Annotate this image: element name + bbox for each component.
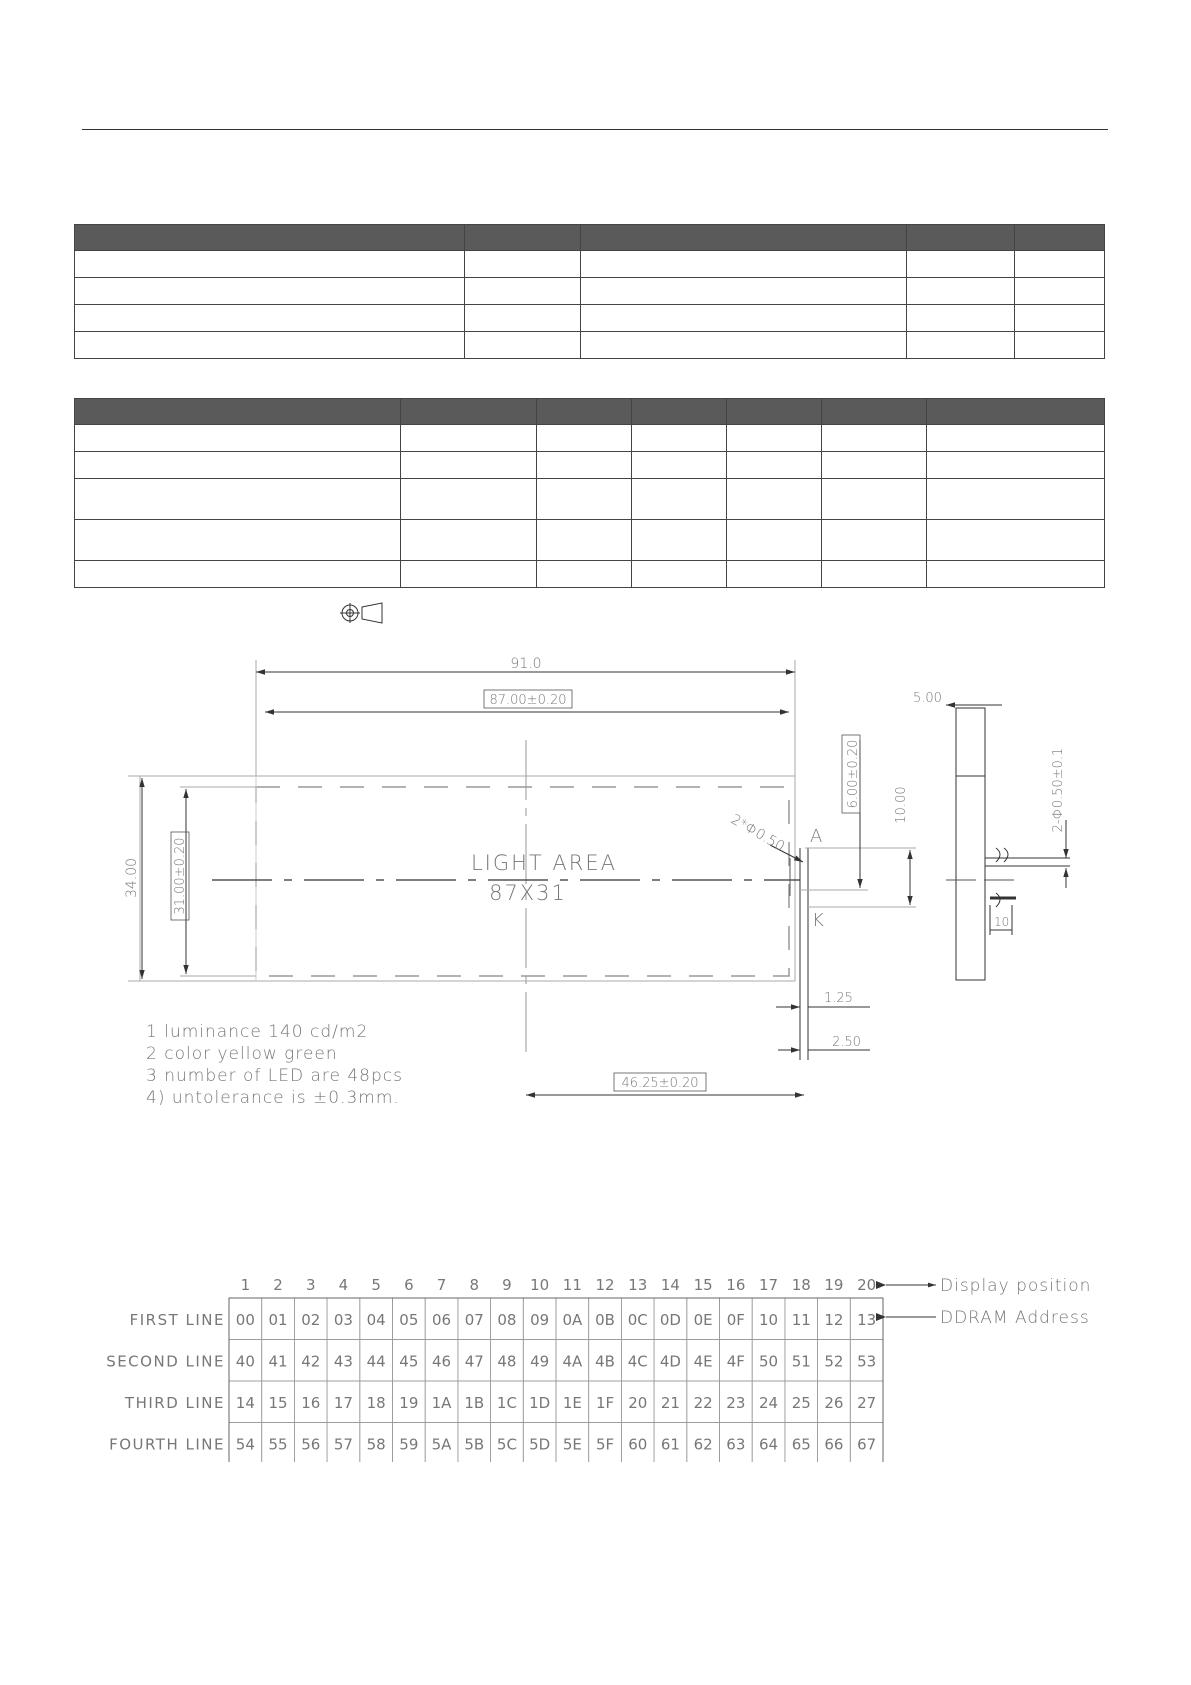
dim-pin-spacing: 2.50 xyxy=(832,1035,861,1050)
ddram-cell-value: 05 xyxy=(399,1311,419,1329)
position-number: 9 xyxy=(502,1276,512,1294)
position-number: 20 xyxy=(857,1276,877,1294)
ddram-grid xyxy=(106,1298,883,1462)
position-number: 15 xyxy=(693,1276,713,1294)
ddram-cell-value: 56 xyxy=(301,1435,321,1454)
ddram-cell-value: 0C xyxy=(627,1311,648,1329)
dim-center-offset: 46.25±0.20 xyxy=(621,1076,699,1091)
ddram-cell-value: 0D xyxy=(659,1311,681,1329)
ddram-cell-value: 52 xyxy=(824,1352,844,1371)
ddram-cell-value: 5B xyxy=(464,1435,485,1454)
ddram-cell-value: 44 xyxy=(366,1352,386,1371)
ddram-cell-value: 59 xyxy=(399,1435,419,1454)
ddram-cell-value: 01 xyxy=(268,1311,288,1329)
display-position-label: Display position xyxy=(940,1276,1092,1296)
ddram-cell-value: 5D xyxy=(529,1435,551,1454)
position-number: 10 xyxy=(530,1276,550,1294)
dim-pin-height: 10.00 xyxy=(894,786,909,824)
ddram-cell-value: 00 xyxy=(235,1311,255,1329)
ddram-cell-value: 49 xyxy=(530,1352,550,1371)
anode-label: A xyxy=(810,826,823,847)
dim-light-height: 31.00±0.20 xyxy=(173,837,188,915)
ddram-cell-value: 46 xyxy=(432,1352,452,1371)
dim-light-width: 87.00±0.20 xyxy=(489,693,567,708)
ddram-cell-value: 16 xyxy=(301,1394,321,1412)
ddram-cell-value: 1C xyxy=(496,1394,517,1412)
ddram-cell-value: 43 xyxy=(333,1352,353,1371)
ddram-cell-value: 1D xyxy=(529,1394,551,1412)
ddram-cell-value: 50 xyxy=(759,1352,779,1371)
position-number: 6 xyxy=(404,1276,414,1294)
ddram-cell-value: 12 xyxy=(824,1311,844,1329)
ddram-cell-value: 20 xyxy=(628,1394,648,1412)
position-number: 1 xyxy=(240,1276,251,1294)
ddram-cell-value: 47 xyxy=(464,1352,484,1371)
side-view xyxy=(956,708,985,980)
ddram-cell-value: 10 xyxy=(759,1311,779,1329)
ddram-cell-value: 63 xyxy=(726,1435,746,1454)
ddram-cell-value: 66 xyxy=(824,1435,844,1454)
note-2: 2 color yellow green xyxy=(146,1044,338,1064)
ddram-cell-value: 62 xyxy=(693,1435,713,1454)
ddram-cell-value: 0B xyxy=(595,1311,615,1329)
ddram-cell-value: 61 xyxy=(660,1435,680,1454)
ddram-cell-value: 02 xyxy=(301,1311,321,1329)
ddram-cell-value: 17 xyxy=(333,1394,353,1412)
ddram-cell-value: 4A xyxy=(562,1352,583,1371)
ddram-cell-value: 60 xyxy=(628,1435,648,1454)
ddram-cell-value: 55 xyxy=(268,1435,288,1454)
ddram-cell-value: 5C xyxy=(496,1435,517,1454)
ddram-cell-value: 23 xyxy=(726,1394,746,1412)
ddram-cell-value: 51 xyxy=(791,1352,811,1371)
position-number: 7 xyxy=(436,1276,447,1294)
position-number: 5 xyxy=(371,1276,381,1294)
ddram-cell-value: 22 xyxy=(693,1394,713,1412)
dim-pin-diameter: 2-Φ0.50±0.1 xyxy=(1051,747,1066,833)
ddram-cell-value: 54 xyxy=(235,1435,255,1454)
cathode-label: K xyxy=(812,910,824,931)
ddram-cell-value: 53 xyxy=(857,1352,877,1371)
dim-pin-label: 2*Φ0.50 xyxy=(728,811,788,856)
position-number: 4 xyxy=(338,1276,349,1294)
ddram-cell-value: 07 xyxy=(464,1311,484,1329)
dim-led-offset: 6.00±0.20 xyxy=(846,739,861,809)
position-number: 18 xyxy=(791,1276,811,1294)
ddram-cell-value: 4D xyxy=(659,1352,681,1371)
ddram-cell-value: 65 xyxy=(791,1435,811,1454)
position-number: 11 xyxy=(562,1276,582,1294)
position-number: 13 xyxy=(628,1276,648,1294)
ddram-cell-value: 64 xyxy=(759,1435,779,1454)
position-number: 12 xyxy=(595,1276,615,1294)
ddram-cell-value: 0A xyxy=(562,1311,583,1329)
line-label: SECOND LINE xyxy=(106,1352,225,1371)
ddram-cell-value: 15 xyxy=(268,1394,288,1412)
ddram-cell-value: 4B xyxy=(595,1352,615,1371)
ddram-cell-value: 4E xyxy=(693,1352,713,1371)
dim-pin-length: 10 xyxy=(994,915,1010,929)
ddram-cell-value: 1F xyxy=(595,1394,615,1412)
ddram-cell-value: 1A xyxy=(431,1394,452,1412)
ddram-cell-value: 1E xyxy=(562,1394,582,1412)
ddram-cell-value: 26 xyxy=(824,1394,844,1412)
note-1: 1 luminance 140 cd/m2 xyxy=(146,1022,369,1042)
ddram-cell-value: 67 xyxy=(857,1435,877,1454)
ddram-cell-value: 45 xyxy=(399,1352,419,1371)
ddram-cell-value: 1B xyxy=(464,1394,485,1412)
light-area-size: 87X31 xyxy=(489,881,567,905)
ddram-cell-value: 5F xyxy=(595,1435,615,1454)
ddram-cell-value: 5A xyxy=(431,1435,452,1454)
dim-pin-spacing-small: 1.25 xyxy=(824,991,853,1006)
ddram-cell-value: 24 xyxy=(759,1394,779,1412)
ddram-cell-value: 4F xyxy=(726,1352,745,1371)
ddram-cell-value: 21 xyxy=(660,1394,680,1412)
line-label: FIRST LINE xyxy=(129,1311,225,1329)
ddram-cell-value: 4C xyxy=(627,1352,648,1371)
ddram-cell-value: 41 xyxy=(268,1352,288,1371)
note-3: 3 number of LED are 48pcs xyxy=(146,1066,403,1086)
ddram-cell-value: 18 xyxy=(366,1394,386,1412)
position-number: 17 xyxy=(759,1276,779,1294)
ddram-cell-value: 0E xyxy=(693,1311,713,1329)
dim-overall-height: 34.00 xyxy=(124,857,140,899)
ddram-cell-value: 09 xyxy=(530,1311,550,1329)
position-number: 8 xyxy=(469,1276,480,1294)
position-number: 3 xyxy=(305,1276,316,1294)
projection-symbol-icon xyxy=(340,603,382,623)
ddram-address-map xyxy=(0,1262,1191,1462)
ddram-cell-value: 25 xyxy=(791,1394,811,1412)
ddram-cell-value: 06 xyxy=(432,1311,452,1329)
ddram-cell-value: 11 xyxy=(791,1311,811,1329)
ddram-cell-value: 58 xyxy=(366,1435,386,1454)
ddram-cell-value: 0F xyxy=(726,1311,745,1329)
dim-thickness: 5.00 xyxy=(913,691,942,706)
ddram-cell-value: 08 xyxy=(497,1311,517,1329)
ddram-cell-value: 5E xyxy=(562,1435,582,1454)
ddram-cell-value: 40 xyxy=(235,1352,255,1371)
position-number: 2 xyxy=(273,1276,283,1294)
ddram-cell-value: 57 xyxy=(333,1435,353,1454)
display-position-row xyxy=(241,1276,877,1294)
position-number: 14 xyxy=(660,1276,680,1294)
line-label: THIRD LINE xyxy=(124,1394,225,1412)
ddram-cell-value: 13 xyxy=(857,1311,877,1329)
ddram-cell-value: 19 xyxy=(399,1394,419,1412)
ddram-cell-value: 42 xyxy=(301,1352,321,1371)
ddram-cell-value: 48 xyxy=(497,1352,517,1371)
ddram-cell-value: 03 xyxy=(333,1311,353,1329)
line-label: FOURTH LINE xyxy=(109,1435,225,1454)
ddram-address-label: DDRAM Address xyxy=(940,1308,1090,1328)
position-number: 19 xyxy=(824,1276,844,1294)
note-4: 4) untolerance is ±0.3mm. xyxy=(146,1088,400,1108)
light-area-label: LIGHT AREA xyxy=(470,851,618,875)
ddram-cell-value: 04 xyxy=(366,1311,386,1329)
drawing-notes xyxy=(146,1022,403,1108)
position-number: 16 xyxy=(726,1276,746,1294)
outer-outline xyxy=(140,776,795,981)
dim-overall-width: 91.0 xyxy=(510,656,542,672)
ddram-cell-value: 14 xyxy=(235,1394,255,1412)
ddram-cell-value: 27 xyxy=(857,1394,877,1412)
